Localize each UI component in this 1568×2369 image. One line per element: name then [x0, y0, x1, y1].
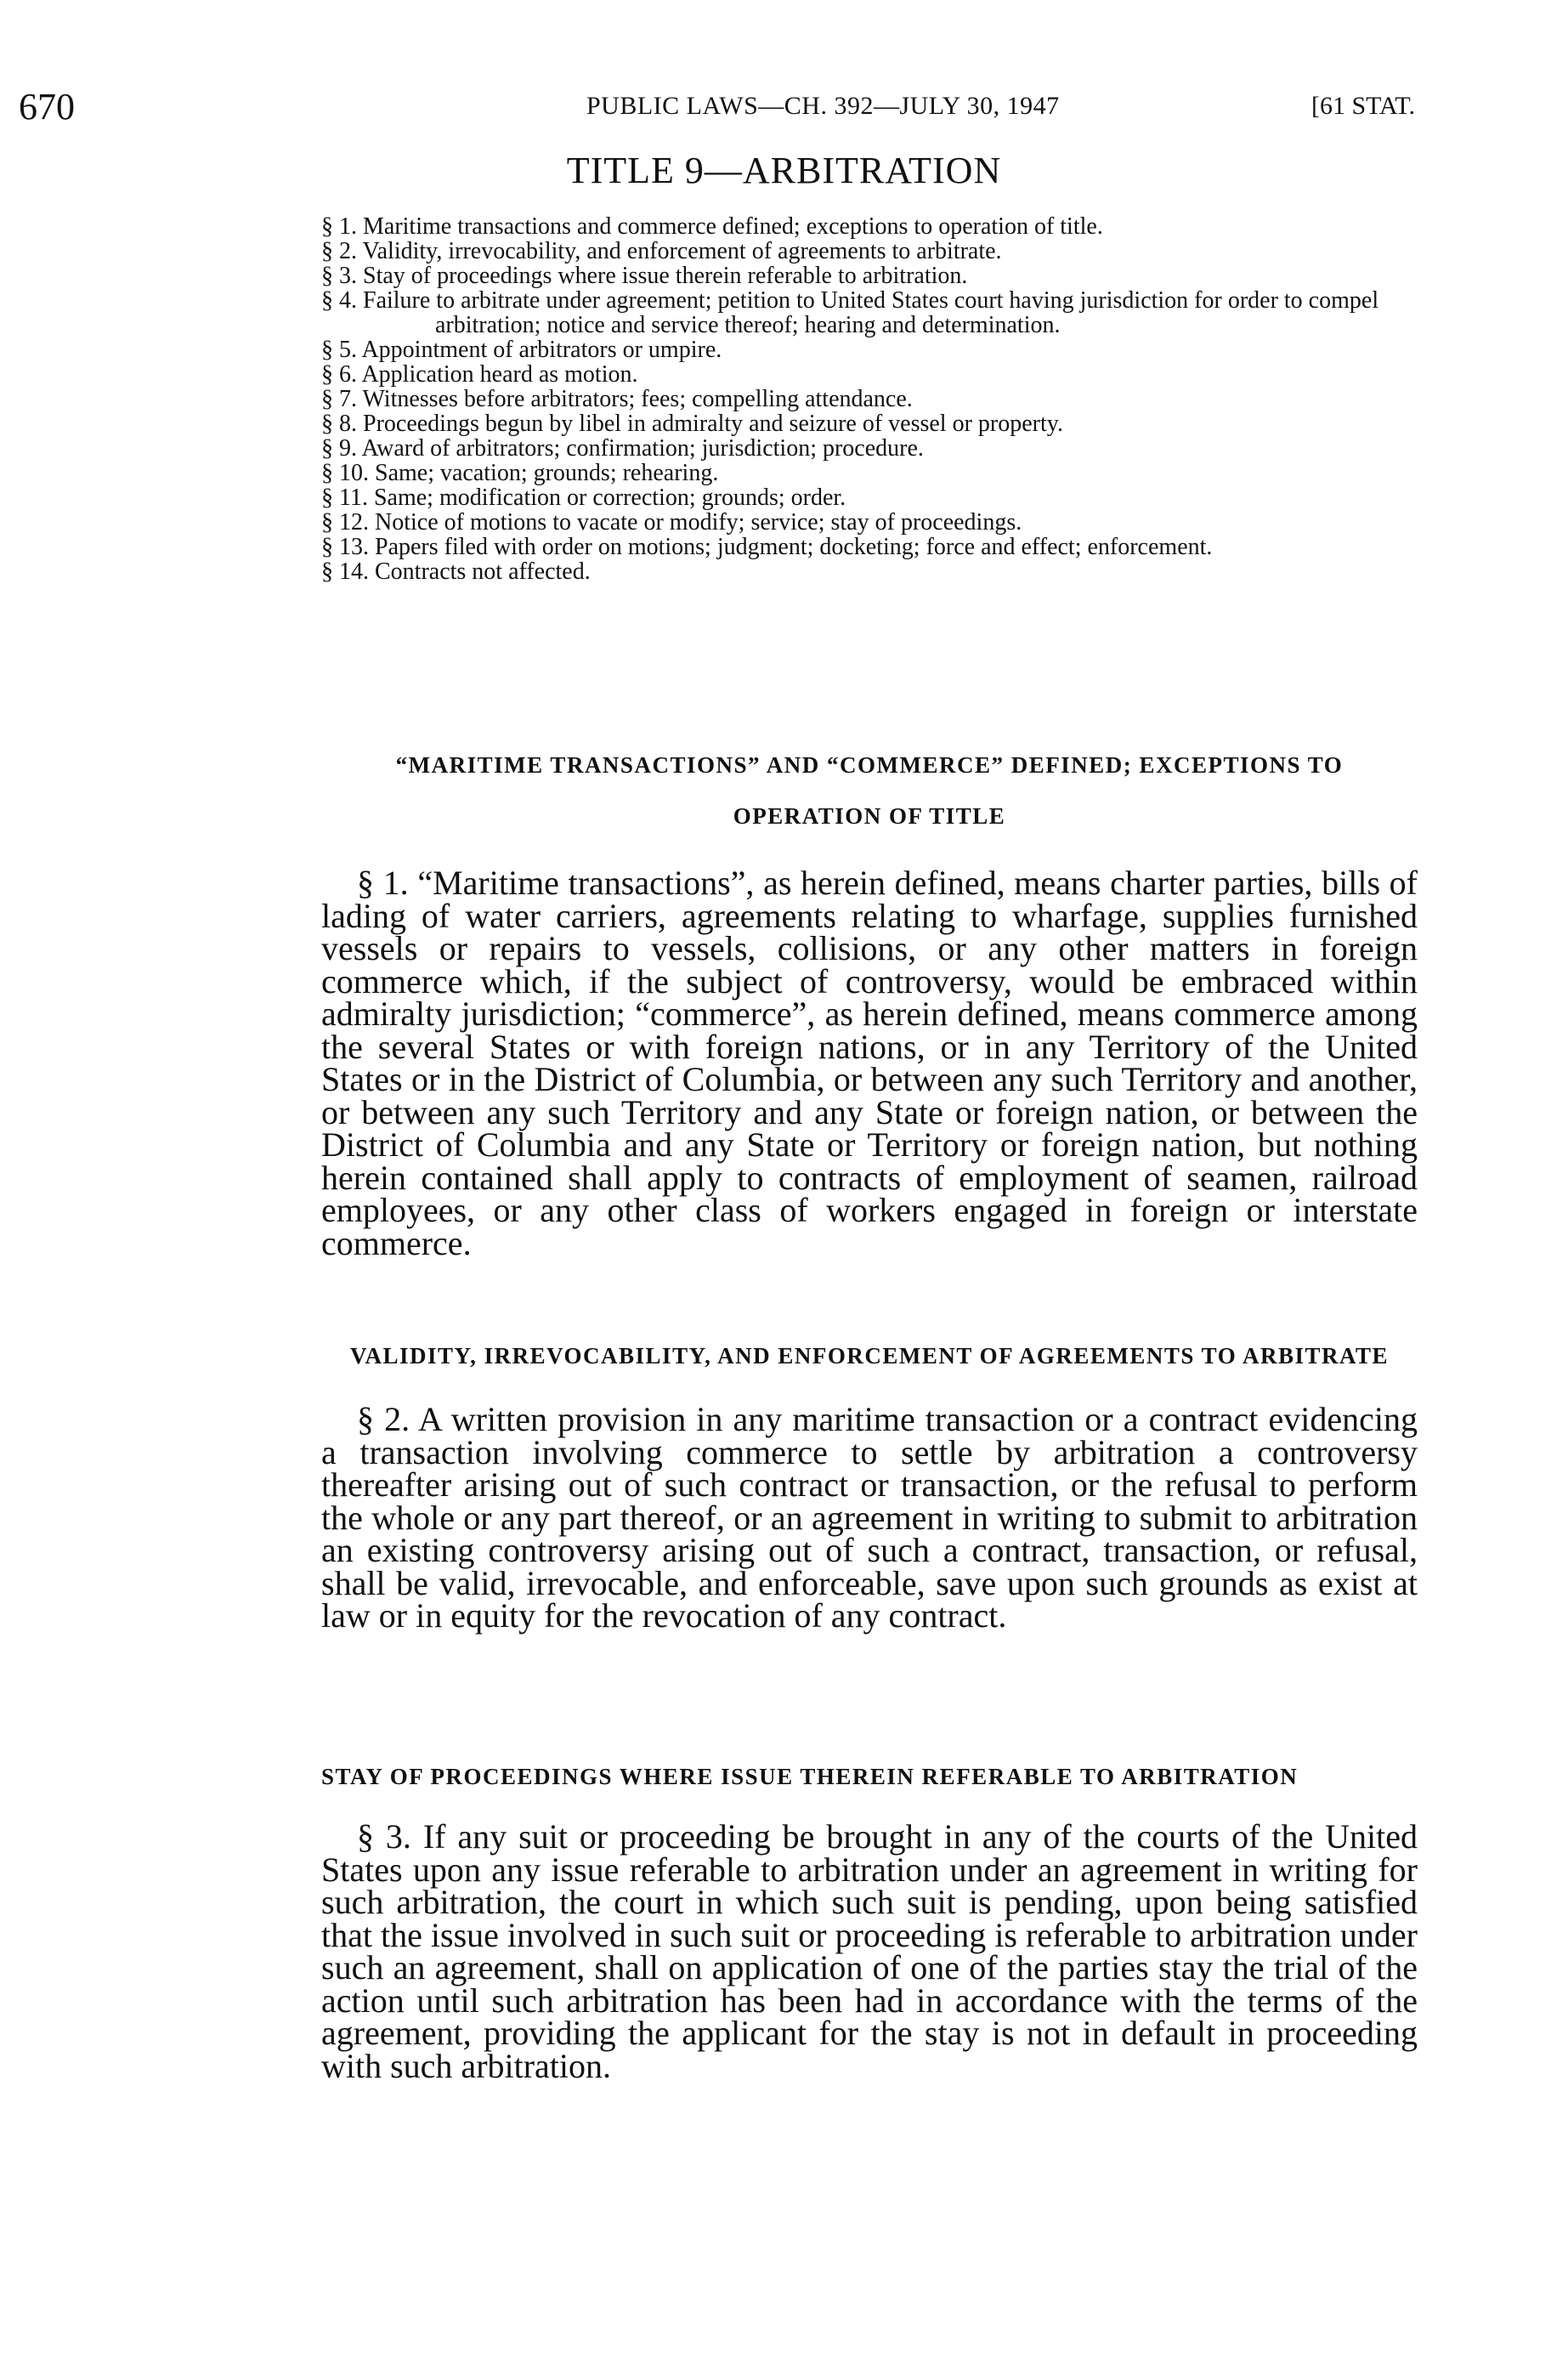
statute-reference: [61 STAT. — [1310, 92, 1415, 120]
toc-item: § 5. Appointment of arbitrators or umpire. — [321, 337, 722, 363]
page-number: 670 — [19, 86, 75, 128]
toc-item: § 13. Papers filed with order on motions; judgment; docketing; force and effect; enforcement. — [321, 534, 1213, 560]
toc-item: § 12. Notice of motions to vacate or modify; service; stay of proceedings. — [321, 509, 1022, 536]
section-heading: VALIDITY, IRREVOCABILITY, AND ENFORCEMENT OF AGREEMENTS TO ARBITRATE — [350, 1343, 1389, 1369]
section-heading: STAY OF PROCEEDINGS WHERE ISSUE THEREIN REFERABLE TO ARBITRATION — [321, 1764, 1299, 1789]
section-1 — [321, 740, 1418, 1260]
table-of-contents — [321, 214, 1418, 584]
toc-item: § 8. Proceedings begun by libel in admiralty and seizure of vessel or property. — [321, 411, 1063, 437]
running-head: PUBLIC LAWS—CH. 392—JULY 30, 1947 — [586, 92, 1060, 120]
toc-item: § 1. Maritime transactions and commerce defined; exceptions to operation of title. — [321, 213, 1103, 240]
section-body: § 2. A written provision in any maritime transaction or a contract evidencing a transaction involving commerce to settle by arbitration a controversy thereafter arising out of such contract or transaction, or the refusal to perform the whole or any part thereof, or an agreement in writing to submit to arbitration an existing controversy arising out of such a contract, transaction, or refusal, shall be valid, irrevocable, and enforceable, save upon such grounds as exist at law or in equity for the revocation of any contract. — [321, 1400, 1418, 1635]
toc-item: § 4. Failure to arbitrate under agreement; petition to United States court having jurisdiction for order to compel arbitration; notice and service thereof; hearing and determination. — [321, 287, 1379, 338]
toc-item: § 14. Contracts not affected. — [321, 558, 591, 585]
page-header — [0, 85, 1568, 136]
section-3 — [321, 1751, 1418, 2083]
section-heading: “MARITIME TRANSACTIONS” AND “COMMERCE” DEFINED; EXCEPTIONS TO OPERATION OF TITLE — [395, 752, 1344, 829]
toc-item: § 2. Validity, irrevocability, and enforcement of agreements to arbitrate. — [321, 238, 1002, 264]
section-body: § 3. If any suit or proceeding be brought in any of the courts of the United States upon any issue referable to arbitration under an agreement in writing for such arbitration, the court in which such suit is pending, upon being satisfied that the issue involved in such suit or proceeding is referable to arbitration under such an agreement, shall on application of one of the parties stay the trial of the action until such arbitration has been had in accordance with the terms of the agreement, providing the applicant for the stay is not in default in proceeding with such arbitration. — [321, 1817, 1418, 2085]
toc-item: § 3. Stay of proceedings where issue therein referable to arbitration. — [321, 263, 968, 289]
section-body: § 1. “Maritime transactions”, as herein defined, means charter parties, bills of lading of water carriers, agreements relating to wharfage, supplies furnished vessels or repairs to vessels, collisions, or any other matters in foreign commerce which, if the subject of controversy, would be embraced within admiralty jurisdiction; “commerce”, as herein defined, means commerce among the several States or with foreign nations, or in any Territory of the United States or in the District of Columbia, or between any such Territory and another, or between any such Territory and any State or foreign nation, or between the District of Columbia and any State or Territory or foreign nation, but nothing herein contained shall apply to contracts of employment of seamen, railroad employees, or any other class of workers engaged in foreign or interstate commerce. — [321, 864, 1418, 1262]
toc-item: § 9. Award of arbitrators; confirmation; jurisdiction; procedure. — [321, 435, 924, 462]
section-2 — [321, 1330, 1418, 1633]
toc-item: § 10. Same; vacation; grounds; rehearing. — [321, 460, 719, 486]
toc-item: § 6. Application heard as motion. — [321, 361, 638, 388]
toc-item: § 11. Same; modification or correction; grounds; order. — [321, 485, 846, 511]
document-title: TITLE 9—ARBITRATION — [566, 150, 1002, 191]
toc-item: § 7. Witnesses before arbitrators; fees; compelling attendance. — [321, 386, 913, 412]
